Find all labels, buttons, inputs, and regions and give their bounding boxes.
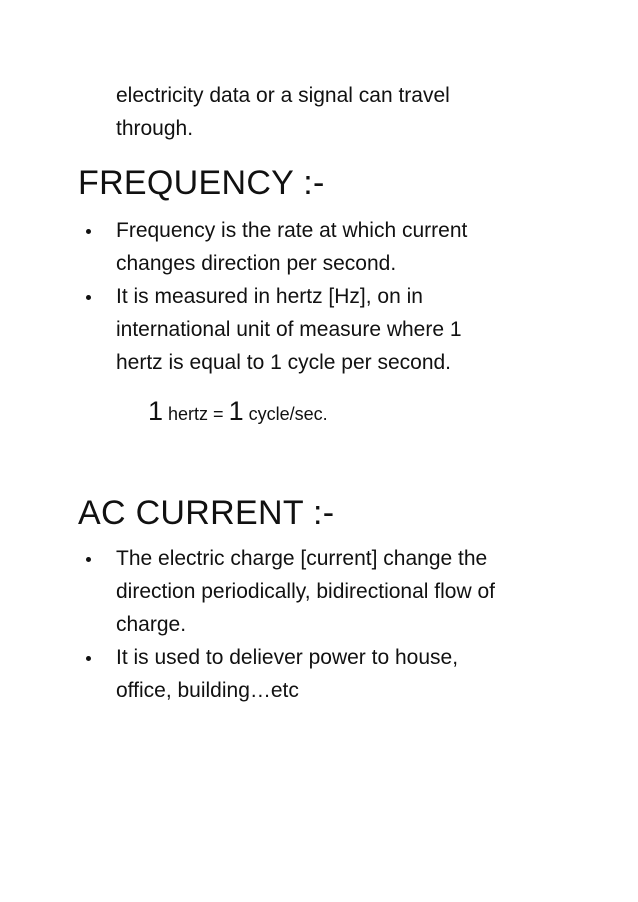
bullet-line: office, building…etc [116,679,299,702]
bullet-icon [86,229,91,234]
bullet-line: The electric charge [current] change the [116,547,488,570]
formula-left-unit: hertz = [163,404,229,424]
bullet-line: changes direction per second. [116,252,397,275]
list-item [78,641,578,707]
list-item [78,542,578,641]
formula-left-value: 1 [148,396,164,426]
list-item [78,214,578,280]
bullet-line: charge. [116,613,187,636]
hertz-formula [148,393,328,432]
bullet-line: It is measured in hertz [Hz], on in [116,285,423,308]
bullet-icon [86,557,91,562]
ac-current-bullet-list [78,542,578,707]
frequency-heading: FREQUENCY :- [78,164,325,202]
bullet-line: hertz is equal to 1 cycle per second. [116,351,452,374]
bullet-line: It is used to deliever power to house, [116,646,459,669]
intro-line: electricity data or a signal can travel [116,84,450,107]
list-item [78,280,578,379]
intro-line: through. [116,117,194,140]
frequency-bullet-list [78,214,578,379]
intro-paragraph [116,79,576,145]
bullet-icon [86,295,91,300]
ac-current-heading: AC CURRENT :- [78,494,335,532]
bullet-line: direction periodically, bidirectional flow of [116,580,495,603]
formula-right-value: 1 [228,396,244,426]
bullet-line: international unit of measure where 1 [116,318,462,341]
formula-right-unit: cycle/sec. [243,404,328,424]
bullet-icon [86,656,91,661]
bullet-line: Frequency is the rate at which current [116,219,468,242]
